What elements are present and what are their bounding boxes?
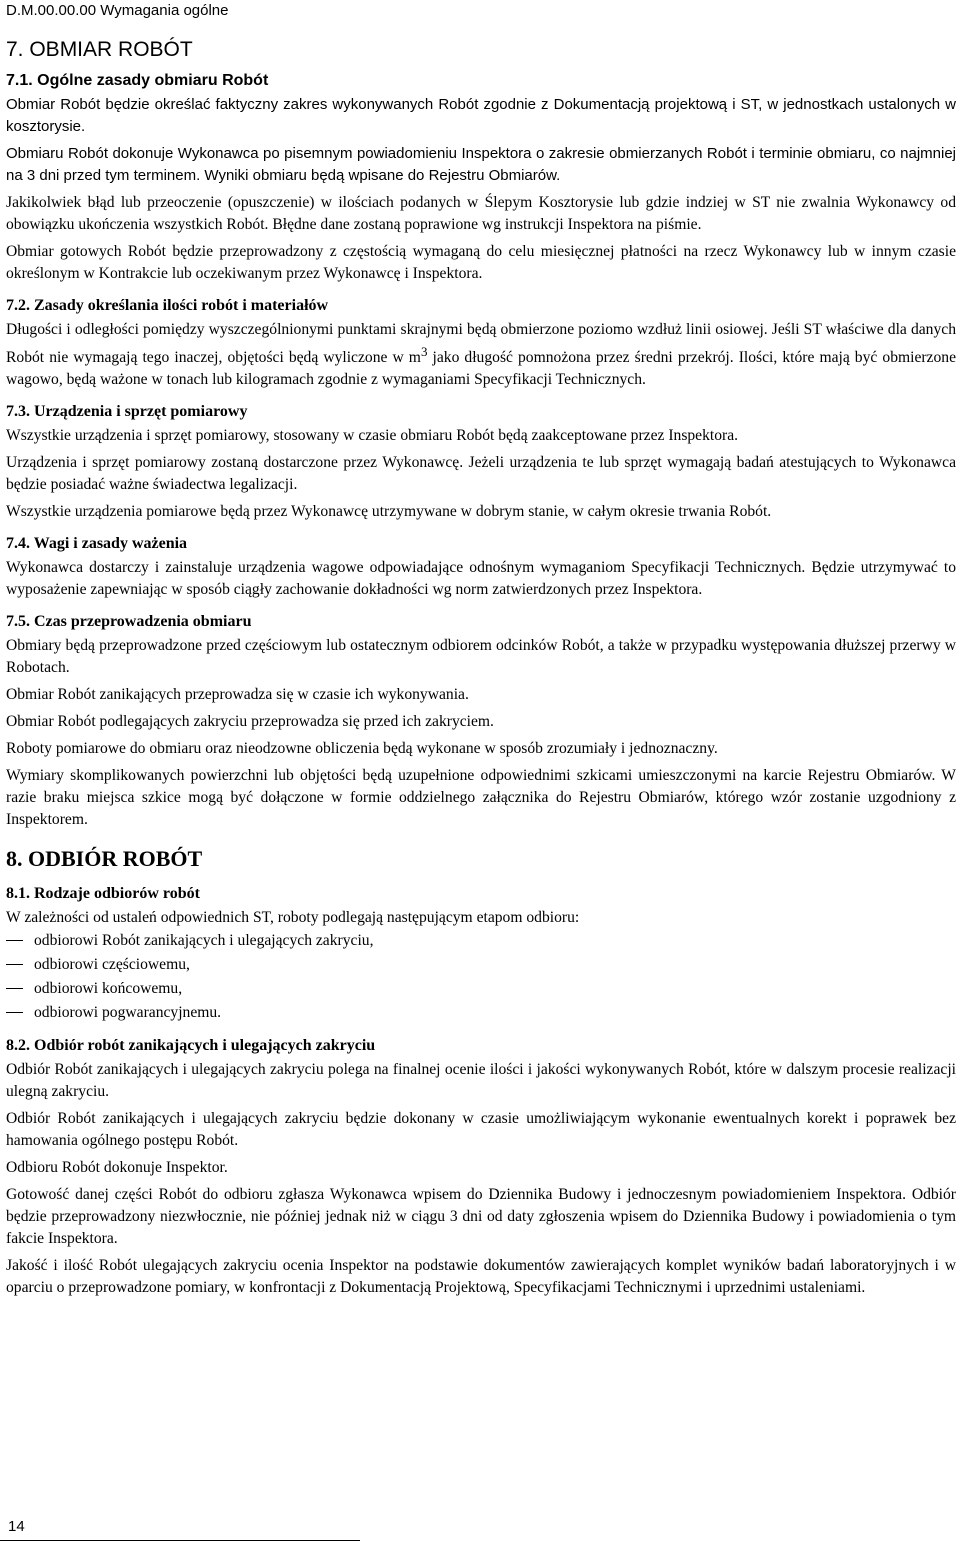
paragraph: Obmiar Robót zanikających przeprowadza się w czasie ich wykonywania. <box>6 686 469 704</box>
section-7-1-title: 7.1. Ogólne zasady obmiaru Robót <box>6 72 269 89</box>
paragraph: Wszystkie urządzenia i sprzęt pomiarowy, stosowany w czasie obmiaru Robót będą zaakceptowane przez Inspektora. <box>6 427 739 445</box>
acceptance-stages-list <box>6 929 956 1025</box>
page-number: 14 <box>8 1518 25 1535</box>
document-body <box>6 36 956 1304</box>
section-7-4-title: 7.4. Wagi i zasady ważenia <box>6 535 188 553</box>
paragraph: Obmiar Robót będzie określać faktyczny zakres wykonywanych Robót zgodnie z Dokumentacją projektową i ST, w jednostkach ustalonych w kosztorysie. <box>6 96 956 135</box>
paragraph: Obmiaru Robót dokonuje Wykonawca po pisemnym powiadomieniu Inspektora o zakresie obmierzanych Robót i terminie obmiaru, co najmniej na 3 dni przed tym terminem. Wyniki obmiaru będą wpisane do Rejestru Obmiarów. <box>6 145 956 184</box>
superscript: 3 <box>420 344 428 359</box>
section-8-1-title: 8.1. Rodzaje odbiorów robót <box>6 885 200 903</box>
paragraph: Odbiór Robót zanikających i ulegających zakryciu polega na finalnej ocenie ilości i jakości wykonywanych Robót, które w dalszym procesie realizacji ulegną zakryciu. <box>6 1061 956 1101</box>
dash-bullet <box>6 953 34 977</box>
list-item: odbiorowi końcowemu, <box>6 977 956 1001</box>
dash-bullet <box>6 1001 34 1025</box>
list-item: odbiorowi Robót zanikających i ulegających zakryciu, <box>6 929 956 953</box>
paragraph: W zależności od ustaleń odpowiednich ST, roboty podlegają następującym etapom odbioru: <box>6 909 580 927</box>
paragraph: Obmiary będą przeprowadzone przed częściowym lub ostatecznym odbiorem odcinków Robót, a także w przypadku występowania dłuższej przerwy w Robotach. <box>6 637 956 677</box>
section-7-title: 7. OBMIAR ROBÓT <box>6 38 193 61</box>
paragraph: Wszystkie urządzenia pomiarowe będą przez Wykonawcę utrzymywane w dobrym stanie, w całym okresie trwania Robót. <box>6 503 772 521</box>
paragraph: Długości i odległości pomiędzy wyszczególnionymi punktami skrajnymi będą obmierzone poziomo wzdłuż linii osiowej. Jeśli ST właściwe dla danych Robót nie wymagają tego inaczej, objętości będą wyliczone w $m^3$ jako długość pomnożona przez średni przekrój. Ilości, które mają być obmierzone wagowo, będą ważone w tonach lub kilogramach zgodnie z wymaganiami Specyfikacji Technicznych. <box>6 321 956 389</box>
section-8-title: 8. ODBIÓR ROBÓT <box>6 846 203 872</box>
paragraph: Wykonawca dostarczy i zainstaluje urządzenia wagowe odpowiadające odnośnym wymaganiom Specyfikacji Technicznych. Będzie utrzymywać to wyposażenie zapewniając w sposób ciągły zachowanie dokładności wg norm zatwierdzonych przez Inspektora. <box>6 559 956 599</box>
paragraph: Odbiór Robót zanikających i ulegających zakryciu będzie dokonany w czasie umożliwiającym wykonanie ewentualnych korekt i poprawek bez hamowania ogólnego postępu Robót. <box>6 1110 956 1150</box>
paragraph: Roboty pomiarowe do obmiaru oraz nieodzowne obliczenia będą wykonane w sposób zrozumiały i jednoznaczny. <box>6 740 718 758</box>
list-item: odbiorowi pogwarancyjnemu. <box>6 1001 956 1025</box>
section-8-2-title: 8.2. Odbiór robót zanikających i ulegających zakryciu <box>6 1037 376 1055</box>
running-header: D.M.00.00.00 Wymagania ogólne <box>6 2 229 19</box>
paragraph: Wymiary skomplikowanych powierzchni lub objętości będą uzupełnione odpowiednimi szkicami umieszczonymi na karcie Rejestru Obmiarów. W razie braku miejsca szkice mogą być dołączone w formie oddzielnego załącznika do Rejestru Obmiarów, którego wzór zostanie uzgodniony z Inspektorem. <box>6 767 956 829</box>
paragraph: Obmiar Robót podlegających zakryciu przeprowadza się przed ich zakryciem. <box>6 713 494 731</box>
paragraph: Jakikolwiek błąd lub przeoczenie (opuszczenie) w ilościach podanych w Ślepym Kosztorysie lub gdzie indziej w ST nie zwalnia Wykonawcy od obowiązku ukończenia wszystkich Robót. Błędne dane zostaną poprawione wg instrukcji Inspektora na piśmie. <box>6 194 956 233</box>
dash-bullet <box>6 977 34 1001</box>
dash-bullet <box>6 929 34 953</box>
paragraph: Odbioru Robót dokonuje Inspektor. <box>6 1159 228 1177</box>
section-7-2-title: 7.2. Zasady określania ilości robót i materiałów <box>6 297 329 314</box>
paragraph: Jakość i ilość Robót ulegających zakryciu ocenia Inspektor na podstawie dokumentów zawierających komplet wyników badań laboratoryjnych i w oparciu o przeprowadzone pomiary, w konfrontacji z Dokumentacją Projektową, Specyfikacjami Technicznymi i uprzednimi ustaleniami. <box>6 1257 956 1297</box>
section-7-3-title: 7.3. Urządzenia i sprzęt pomiarowy <box>6 403 248 421</box>
list-item: odbiorowi częściowemu, <box>6 953 956 977</box>
footer-rule <box>0 1540 360 1541</box>
section-7-5-title: 7.5. Czas przeprowadzenia obmiaru <box>6 613 252 631</box>
paragraph: Urządzenia i sprzęt pomiarowy zostaną dostarczone przez Wykonawcę. Jeżeli urządzenia te lub sprzęt wymagają badań atestujących to Wykonawca będzie posiadać ważne świadectwa legalizacji. <box>6 454 956 494</box>
paragraph: Gotowość danej części Robót do odbioru zgłasza Wykonawca wpisem do Dziennika Budowy i jednoczesnym powiadomieniem Inspektora. Odbiór będzie przeprowadzony niezwłocznie, nie później jednak niż w ciągu 3 dni od daty zgłoszenia wpisem do Dziennika Budowy i powiadomienia o tym fakcie Inspektora. <box>6 1186 956 1248</box>
paragraph: Obmiar gotowych Robót będzie przeprowadzony z częstością wymaganą do celu miesięcznej płatności na rzecz Wykonawcy lub w innym czasie określonym w Kontrakcie lub oczekiwanym przez Wykonawcę i Inspektora. <box>6 243 956 282</box>
